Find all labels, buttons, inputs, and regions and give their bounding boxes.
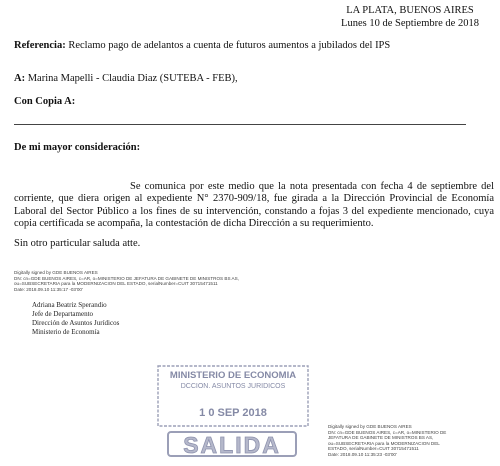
firmante-cargo: Jefe de Departamento bbox=[32, 310, 94, 318]
firmante-block bbox=[32, 301, 119, 337]
saludo: De mi mayor consideración: bbox=[14, 142, 141, 153]
sello-salida bbox=[156, 364, 310, 460]
destinatario-line bbox=[14, 73, 238, 84]
firma-digital-2-line: Digitally signed by GDE BUENOS AIRES bbox=[328, 424, 412, 429]
firmante-area: Dirección de Asuntos Jurídicos bbox=[32, 319, 120, 327]
firma-digital-1 bbox=[14, 270, 244, 292]
destinatario-text: Marina Mapelli - Claudia Diaz (SUTEBA - FEB), bbox=[27, 73, 238, 84]
sello-direccion: DCCION. ASUNTOS JURIDICOS bbox=[180, 383, 286, 390]
cuerpo-texto: Se comunica por este medio que la nota presentada con fecha 4 de septiembre del corriente, que diera origen al expediente N° 2370-909/18, fue girada a la Dirección Provincial de Economía Laboral del Sector Público a los fines de su intervención, constando a fojas 3 del expediente mencionado, cuya copia certificada se acompaña, la contestación de dicha Dirección a su requerimiento. bbox=[14, 181, 494, 229]
date-text: Lunes 10 de Septiembre de 2018 bbox=[341, 18, 479, 29]
firma-digital-1-line: Date: 2018.09.10 11:35:17 -03'00' bbox=[14, 286, 83, 292]
referencia-line bbox=[14, 40, 494, 51]
firmante-nombre: Adriana Beatriz Sperandio bbox=[32, 301, 107, 309]
firma-digital-2-line: JEFATURA DE GABINETE DE MINISTROS BS AS, bbox=[328, 435, 434, 441]
destinatario-label: A: bbox=[14, 73, 26, 84]
referencia-label: Referencia: bbox=[14, 40, 66, 51]
divider bbox=[14, 124, 466, 125]
firma-digital-1-line: Digitally signed by GDE BUENOS AIRES bbox=[14, 270, 98, 275]
firma-digital-2-line: DN: cn=GDE BUENOS AIRES, c=AR, o=MINISTERIO DE bbox=[328, 429, 447, 435]
firma-digital-1-line: DN: cn=GDE BUENOS AIRES, c=AR, o=MINISTERIO DE JEFATURA DE GABINETE DE MINISTROS BS AS, bbox=[14, 275, 239, 281]
firma-digital-2-line: ESTADO, serialNumber=CUIT 30715471511 bbox=[328, 446, 419, 452]
firma-digital-2-line: ou=SUBSECRETARIA para la MODERNIZACION DEL bbox=[328, 440, 440, 446]
sello-salida-texto: SALIDA bbox=[183, 432, 281, 458]
sello-ministerio: MINISTERIO DE ECONOMIA bbox=[169, 370, 297, 381]
firma-digital-2-line: Date: 2018.09.10 11:35:23 -03'00' bbox=[328, 451, 397, 457]
firmante-organismo: Ministerio de Economía bbox=[32, 328, 100, 336]
place-text: LA PLATA, BUENOS AIRES bbox=[346, 5, 474, 16]
sello-fecha: 1 0 SEP 2018 bbox=[199, 407, 267, 419]
referencia-text: Reclamo pago de adelantos a cuenta de futuros aumentos a jubilados del IPS bbox=[68, 40, 391, 51]
firma-digital-1-line: ou=SUBSECRETARIA para la MODERNIZACION DEL ESTADO, serialNumber=CUIT 30715471511 bbox=[14, 281, 218, 287]
con-copia-label: Con Copia A: bbox=[14, 96, 76, 107]
firma-digital-2 bbox=[328, 424, 496, 458]
cierre: Sin otro particular saluda atte. bbox=[14, 238, 141, 249]
header-location bbox=[330, 4, 490, 30]
